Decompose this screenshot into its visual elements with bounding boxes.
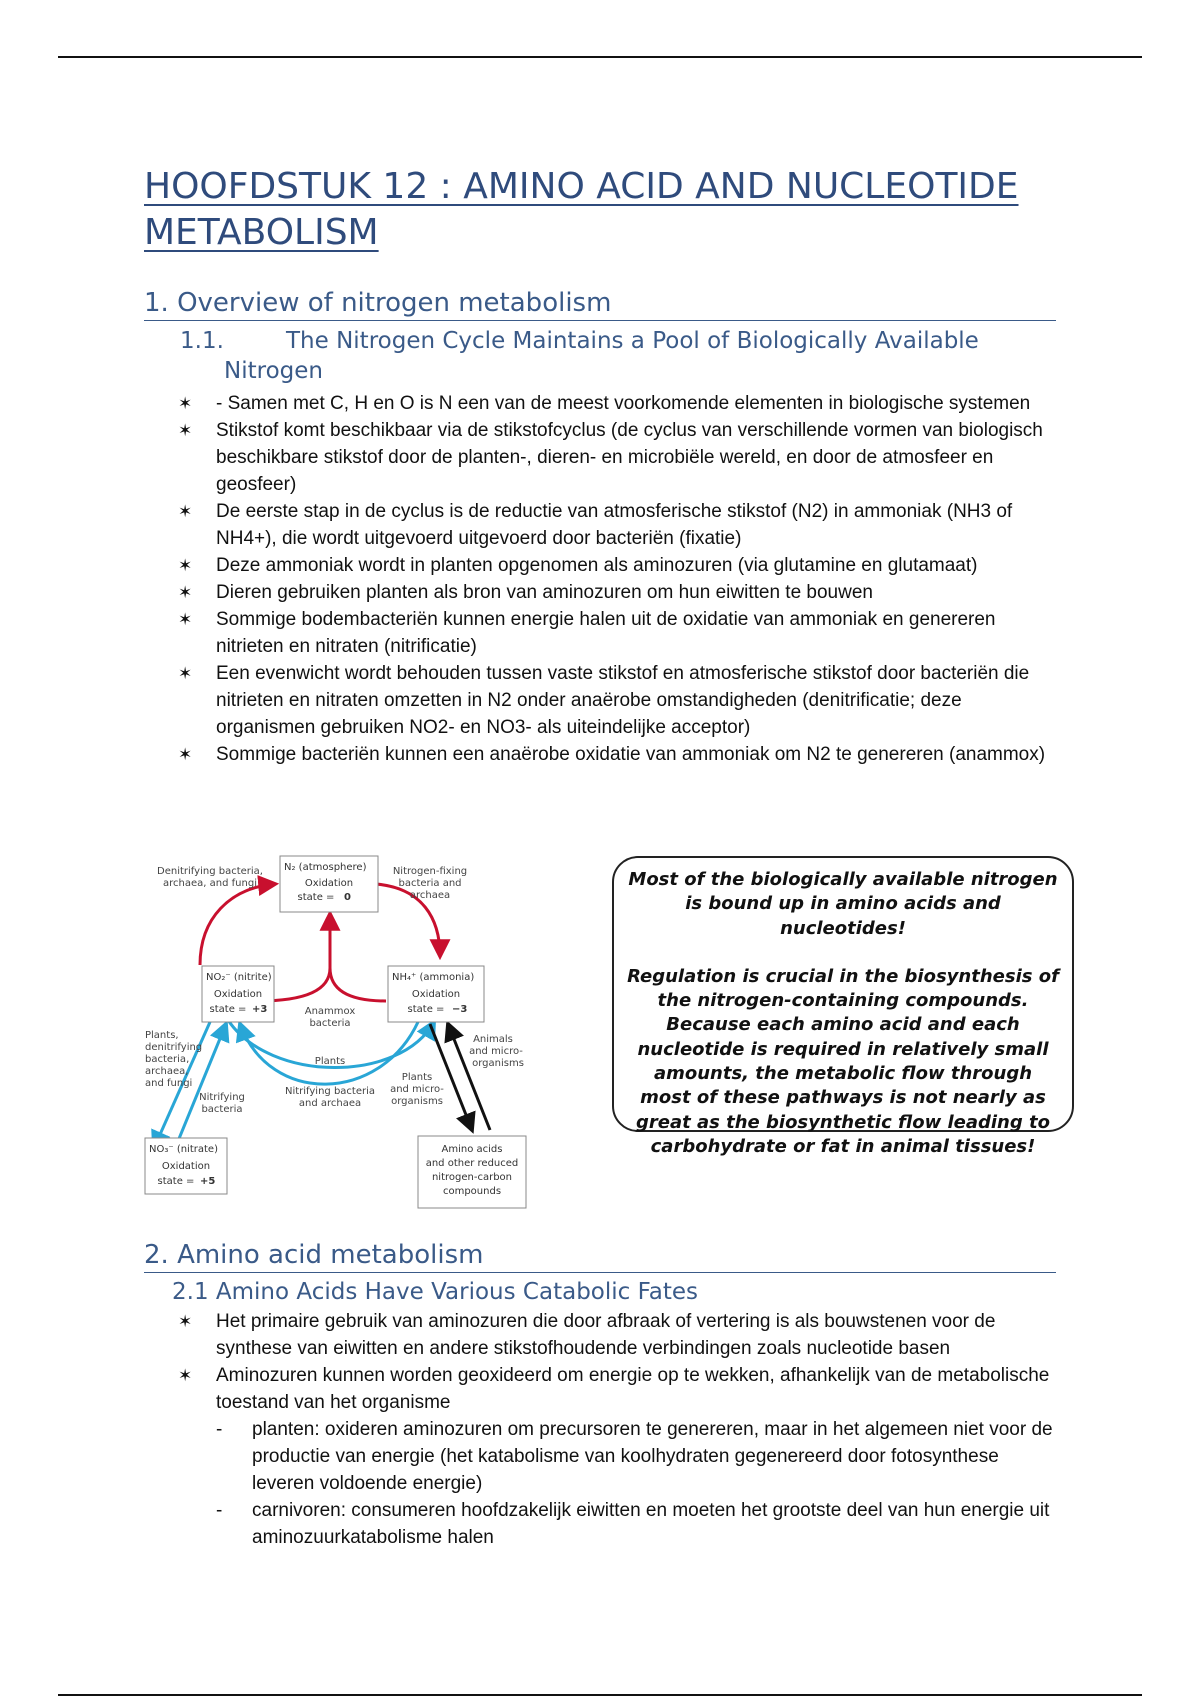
svg-text:Nitrifying: Nitrifying <box>199 1092 245 1103</box>
svg-text:and micro-: and micro- <box>469 1046 523 1057</box>
top-rule <box>58 56 1142 58</box>
svg-text:Nitrogen-fixing: Nitrogen-fixing <box>392 866 468 877</box>
svg-text:Denitrifying bacteria,: Denitrifying bacteria, <box>157 866 263 877</box>
section-2-bullet-list <box>178 1308 1058 1551</box>
list-item: ✶ Aminozuren kunnen worden geoxideerd om energie op te wekken, afhankelijk van de metabolische toestand van het organisme - planten: oxideren aminozuren om precursoren te genereren, maar in het algemeen niet voor de productie van energie (het katabolisme van koolhydraten gegenereerd door fotosynthese leveren voldoende energie) - carnivoren: consumeren hoofdzakelijk eiwitten en moeten het grootste deel van hun energie uit aminozuurkatabolisme halen <box>178 1362 1058 1551</box>
denitrification-arrow <box>200 884 275 965</box>
nitrogen-cycle-diagram <box>140 848 540 1212</box>
svg-text:Animals: Animals <box>473 1034 513 1045</box>
callout-paragraph-1: Most of the biologically available nitrogen is bound up in amino acids and nucleotides! <box>628 869 1058 939</box>
list-item: ✶ Deze ammoniak wordt in planten opgenomen als aminozuren (via glutamine en glutamaat) <box>178 552 1058 579</box>
svg-text:+3: +3 <box>252 1004 268 1015</box>
svg-text:Oxidation: Oxidation <box>304 878 354 889</box>
subsection-2-1-heading: 2.1 Amino Acids Have Various Catabolic Fates <box>172 1279 698 1305</box>
bullet-star-icon: ✶ <box>178 421 193 440</box>
svg-text:Amino acids: Amino acids <box>441 1144 503 1155</box>
svg-text:state =: state = <box>209 1004 247 1015</box>
svg-text:Oxidation: Oxidation <box>411 989 461 1000</box>
sub-list-item: - planten: oxideren aminozuren om precursoren te genereren, maar in het algemeen niet voor de productie van energie (het katabolisme van koolhydraten gegenereerd door fotosynthese leveren voldoende energie) <box>216 1416 1058 1497</box>
list-item: ✶ Het primaire gebruik van aminozuren die door afbraak of vertering is als bouwstenen voor de synthese van eiwitten en andere stikstofhoudende verbindingen zoals nucleotide basen <box>178 1308 1058 1362</box>
bullet-star-icon: ✶ <box>178 556 193 575</box>
bullet-star-icon: ✶ <box>178 664 193 683</box>
bullet-star-icon: ✶ <box>178 583 193 602</box>
svg-text:denitrifying: denitrifying <box>145 1042 203 1053</box>
svg-text:NO₃⁻ (nitrate): NO₃⁻ (nitrate) <box>149 1144 218 1155</box>
svg-text:+5: +5 <box>200 1176 216 1187</box>
bottom-rule <box>58 1694 1142 1696</box>
nitrate-box <box>145 1138 227 1194</box>
bullet-star-icon: ✶ <box>178 394 193 413</box>
svg-text:N₂ (atmosphere): N₂ (atmosphere) <box>284 862 367 873</box>
svg-text:bacteria: bacteria <box>201 1104 243 1115</box>
svg-text:Plants: Plants <box>401 1072 433 1083</box>
subsection-1-1-number: 1.1. <box>180 328 224 354</box>
callout-box <box>612 856 1074 1157</box>
svg-text:NH₄⁺ (ammonia): NH₄⁺ (ammonia) <box>392 972 475 983</box>
page-title-line-2: METABOLISM <box>144 212 379 253</box>
list-item: ✶ Dieren gebruiken planten als bron van aminozuren om hun eiwitten te bouwen <box>178 579 1058 606</box>
svg-text:and archaea: and archaea <box>298 1098 362 1109</box>
page-title <box>144 164 1064 256</box>
svg-text:−3: −3 <box>452 1004 468 1015</box>
dash-icon: - <box>216 1419 223 1440</box>
plants-micro-arrow <box>430 1024 472 1130</box>
dash-icon: - <box>216 1500 223 1521</box>
callout-paragraph-2: Regulation is crucial in the biosynthesis of the nitrogen-containing compounds. Because each amino acid and each nucleotide is required in relatively small amounts, the metabolic flow through most of these pathways is not nearly as great as the biosynthetic flow leading to carbohydrate or fat in animal tissues! <box>627 965 1059 1157</box>
svg-text:state =: state = <box>407 1004 445 1015</box>
list-item: ✶ Sommige bodembacteriën kunnen energie halen uit de oxidatie van ammoniak en genereren nitrieten en nitraten (nitrificatie) <box>178 606 1058 660</box>
svg-text:and micro-: and micro- <box>390 1084 444 1095</box>
svg-text:bacteria: bacteria <box>309 1018 351 1029</box>
svg-text:nitrogen-carbon: nitrogen-carbon <box>431 1172 513 1183</box>
svg-text:Nitrifying bacteria: Nitrifying bacteria <box>284 1086 376 1097</box>
svg-text:organisms: organisms <box>472 1058 524 1069</box>
svg-text:NO₂⁻ (nitrite): NO₂⁻ (nitrite) <box>206 972 272 983</box>
svg-text:state =: state = <box>157 1176 195 1187</box>
svg-text:Oxidation: Oxidation <box>161 1161 211 1172</box>
list-item: ✶ Stikstof komt beschikbaar via de stikstofcyclus (de cyclus van verschillende vormen van biologisch beschikbare stikstof door de planten-, dieren- en microbiële wereld, en door de atmosfeer en geosfeer) <box>178 417 1058 498</box>
bullet-star-icon: ✶ <box>178 502 193 521</box>
bullet-star-icon: ✶ <box>178 610 193 629</box>
page-title-line-1: HOOFDSTUK 12 : AMINO ACID AND NUCLEOTIDE <box>144 166 1019 207</box>
svg-text:Oxidation: Oxidation <box>213 989 263 1000</box>
svg-text:archaea,: archaea, <box>145 1066 189 1077</box>
section-2-sub-list <box>216 1416 1058 1551</box>
subsection-1-1-heading <box>180 326 1060 386</box>
bullet-star-icon: ✶ <box>178 1366 193 1385</box>
n2-box <box>280 856 378 912</box>
ammonia-box <box>388 966 484 1022</box>
svg-text:compounds: compounds <box>442 1186 502 1197</box>
bullet-star-icon: ✶ <box>178 745 193 764</box>
anammox-right-arrow <box>330 968 386 1001</box>
list-item: ✶ - Samen met C, H en O is N een van de meest voorkomende elementen in biologische systemen <box>178 390 1058 417</box>
svg-text:organisms: organisms <box>391 1096 443 1107</box>
svg-text:archaea: archaea <box>409 890 451 901</box>
svg-text:state =: state = <box>297 892 335 903</box>
svg-text:archaea, and fungi: archaea, and fungi <box>163 878 257 889</box>
amino-acids-box <box>418 1136 526 1208</box>
sub-list-item: - carnivoren: consumeren hoofdzakelijk eiwitten en moeten het grootste deel van hun energie uit aminozuurkatabolisme halen <box>216 1497 1058 1551</box>
subsection-1-1-title-line-2: Nitrogen <box>224 358 323 384</box>
svg-text:0: 0 <box>344 892 351 903</box>
nitrite-box <box>202 966 274 1022</box>
svg-text:and fungi: and fungi <box>145 1078 193 1089</box>
svg-text:bacteria,: bacteria, <box>145 1054 190 1065</box>
svg-text:bacteria and: bacteria and <box>398 878 462 889</box>
list-item: ✶ Een evenwicht wordt behouden tussen vaste stikstof en atmosferische stikstof door bacteriën die nitrieten en nitraten omzetten in N2 onder anaërobe omstandigheden (denitrificatie; deze organismen gebruiken NO2- en NO3- als uiteindelijke acceptor) <box>178 660 1058 741</box>
section-2-heading: 2. Amino acid metabolism <box>144 1240 1056 1273</box>
section-1-heading: 1. Overview of nitrogen metabolism <box>144 288 1056 321</box>
svg-text:and other reduced: and other reduced <box>425 1158 519 1169</box>
list-item: ✶ Sommige bacteriën kunnen een anaërobe oxidatie van ammoniak om N2 te genereren (anammox) <box>178 741 1058 768</box>
list-item: ✶ De eerste stap in de cyclus is de reductie van atmosferische stikstof (N2) in ammoniak (NH3 of NH4+), die wordt uitgevoerd uitgevoerd door bacteriën (fixatie) <box>178 498 1058 552</box>
subsection-1-1-title-line-1: The Nitrogen Cycle Maintains a Pool of Biologically Available <box>286 328 979 354</box>
bullet-star-icon: ✶ <box>178 1312 193 1331</box>
svg-text:Anammox: Anammox <box>304 1006 356 1017</box>
section-1-bullet-list <box>178 390 1058 768</box>
svg-text:Plants,: Plants, <box>145 1030 179 1041</box>
svg-text:Plants: Plants <box>314 1056 346 1067</box>
